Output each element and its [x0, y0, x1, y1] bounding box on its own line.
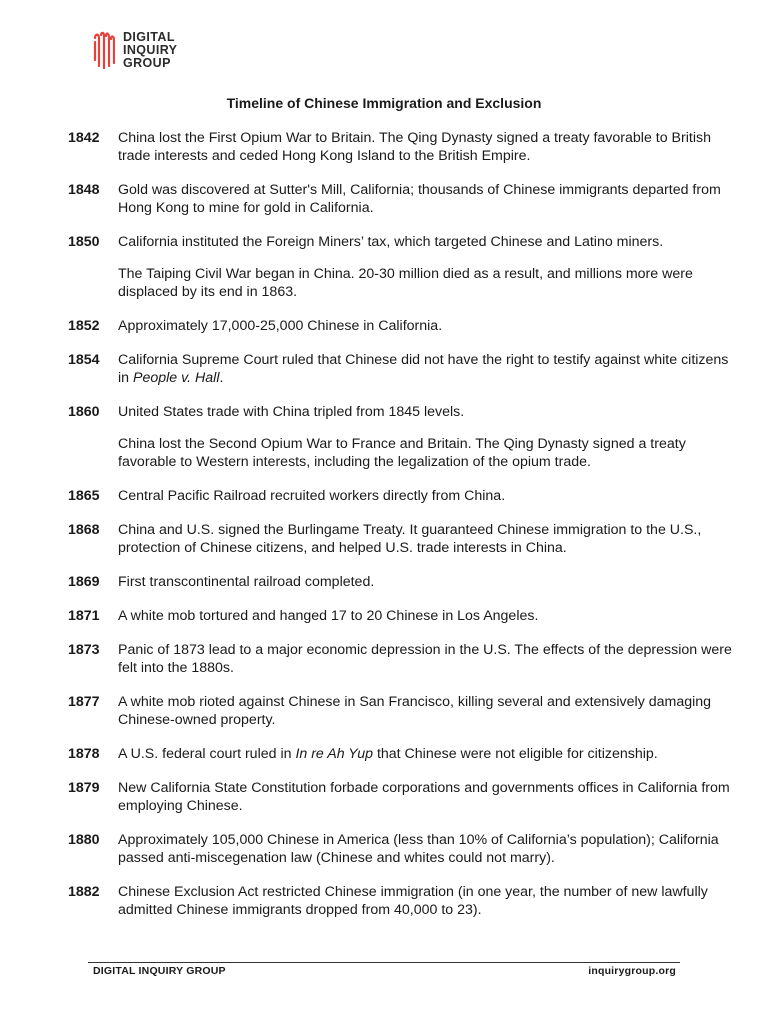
entry-paragraph: First transcontinental railroad completed.	[118, 574, 375, 590]
entry-body	[118, 883, 738, 919]
entry-body	[118, 693, 738, 729]
entry-year: 1880	[68, 832, 100, 848]
footer-org-name: DIGITAL INQUIRY GROUP	[93, 965, 226, 977]
entry-paragraph: Approximately 17,000-25,000 Chinese in California.	[118, 318, 443, 334]
entry-body	[118, 779, 738, 815]
entry-body	[118, 521, 738, 557]
timeline-entry	[68, 779, 738, 815]
entry-body	[118, 831, 738, 867]
timeline-entry	[68, 573, 738, 591]
entry-body	[118, 641, 738, 677]
timeline-entry	[68, 351, 738, 387]
entry-paragraph: A white mob tortured and hanged 17 to 20 Chinese in Los Angeles.	[118, 608, 539, 624]
entry-body	[118, 181, 738, 217]
entry-body	[118, 573, 738, 591]
timeline-entry	[68, 403, 738, 471]
timeline-entry	[68, 745, 738, 763]
entry-paragraph: China lost the Second Opium War to France and Britain. The Qing Dynasty signed a treaty favorable to Western interests, including the legalization of the opium trade.	[118, 436, 686, 470]
entry-year: 1842	[68, 130, 100, 146]
entry-paragraph: Central Pacific Railroad recruited workers directly from China.	[118, 488, 506, 504]
entry-paragraph: Chinese Exclusion Act restricted Chinese immigration (in one year, the number of new lawfully admitted Chinese immigrants dropped from 40,000 to 23).	[118, 884, 708, 918]
entry-paragraph	[118, 351, 738, 387]
entry-year: 1868	[68, 522, 100, 538]
digital-inquiry-group-logo-icon	[93, 30, 115, 70]
case-name: In re Ah Yup	[295, 746, 373, 762]
timeline-entry	[68, 693, 738, 729]
entry-year: 1882	[68, 884, 100, 900]
timeline-entry	[68, 317, 738, 335]
entry-paragraph: United States trade with China tripled from 1845 levels.	[118, 404, 465, 420]
entry-year: 1860	[68, 404, 100, 420]
logo	[93, 30, 177, 70]
entry-year: 1871	[68, 608, 100, 624]
timeline-entry	[68, 521, 738, 557]
entry-body	[118, 351, 738, 387]
entry-year: 1848	[68, 182, 100, 198]
timeline-entry	[68, 181, 738, 217]
paragraph-text: California Supreme Court ruled that Chinese did not have the right to testify against white citizens in	[118, 352, 729, 386]
entry-paragraph: California instituted the Foreign Miners’ tax, which targeted Chinese and Latino miners.	[118, 234, 664, 250]
entry-year: 1865	[68, 488, 100, 504]
entry-body	[118, 129, 738, 165]
entry-year: 1879	[68, 780, 100, 796]
paragraph-text: .	[219, 370, 224, 386]
entry-body	[118, 403, 738, 471]
case-name: People v. Hall	[132, 370, 220, 386]
entry-year: 1854	[68, 352, 100, 368]
timeline-entry	[68, 607, 738, 625]
paragraph-text: that Chinese were not eligible for citizenship.	[373, 746, 658, 762]
entry-body	[118, 487, 738, 505]
timeline	[68, 129, 738, 935]
timeline-entry	[68, 883, 738, 919]
entry-paragraph: China lost the First Opium War to Britain. The Qing Dynasty signed a treaty favorable to British trade interests and ceded Hong Kong Island to the British Empire.	[118, 130, 711, 164]
paragraph-text: A U.S. federal court ruled in	[118, 746, 296, 762]
entry-paragraph: New California State Constitution forbade corporations and governments offices in California from employing Chinese.	[118, 780, 730, 814]
entry-year: 1850	[68, 234, 100, 250]
timeline-entry	[68, 641, 738, 677]
document-title: Timeline of Chinese Immigration and Exclusion	[226, 95, 542, 111]
entry-paragraph: The Taiping Civil War began in China. 20-30 million died as a result, and millions more were displaced by its end in 1863.	[118, 266, 693, 300]
entry-year: 1878	[68, 746, 100, 762]
entry-year: 1873	[68, 642, 100, 658]
entry-body	[118, 233, 738, 301]
footer-website: inquirygroup.org	[588, 965, 676, 977]
entry-paragraph: Gold was discovered at Sutter's Mill, California; thousands of Chinese immigrants departed from Hong Kong to mine for gold in California.	[118, 182, 721, 216]
entry-body	[118, 317, 738, 335]
entry-body	[118, 745, 738, 763]
entry-paragraph: Approximately 105,000 Chinese in America (less than 10% of California’s population); California passed anti-miscegenation law (Chinese and whites could not marry).	[118, 832, 719, 866]
timeline-entry	[68, 129, 738, 165]
entry-paragraph	[118, 745, 738, 763]
logo-line-inquiry: INQUIRY	[123, 42, 178, 57]
timeline-entry	[68, 233, 738, 301]
entry-year: 1869	[68, 574, 100, 590]
entry-year: 1877	[68, 694, 100, 710]
entry-paragraph: China and U.S. signed the Burlingame Treaty. It guaranteed Chinese immigration to the U.S., protection of Chinese citizens, and helped U.S. trade interests in China.	[118, 522, 702, 556]
logo-line-group: GROUP	[123, 55, 171, 70]
entry-year: 1852	[68, 318, 100, 334]
entry-paragraph: Panic of 1873 lead to a major economic depression in the U.S. The effects of the depression were felt into the 1880s.	[118, 642, 732, 676]
logo-line-digital: DIGITAL	[123, 29, 175, 44]
footer-divider	[88, 962, 680, 963]
timeline-entry	[68, 831, 738, 867]
entry-body	[118, 607, 738, 625]
timeline-entry	[68, 487, 738, 505]
entry-paragraph: A white mob rioted against Chinese in San Francisco, killing several and extensively damaging Chinese-owned property.	[118, 694, 712, 728]
